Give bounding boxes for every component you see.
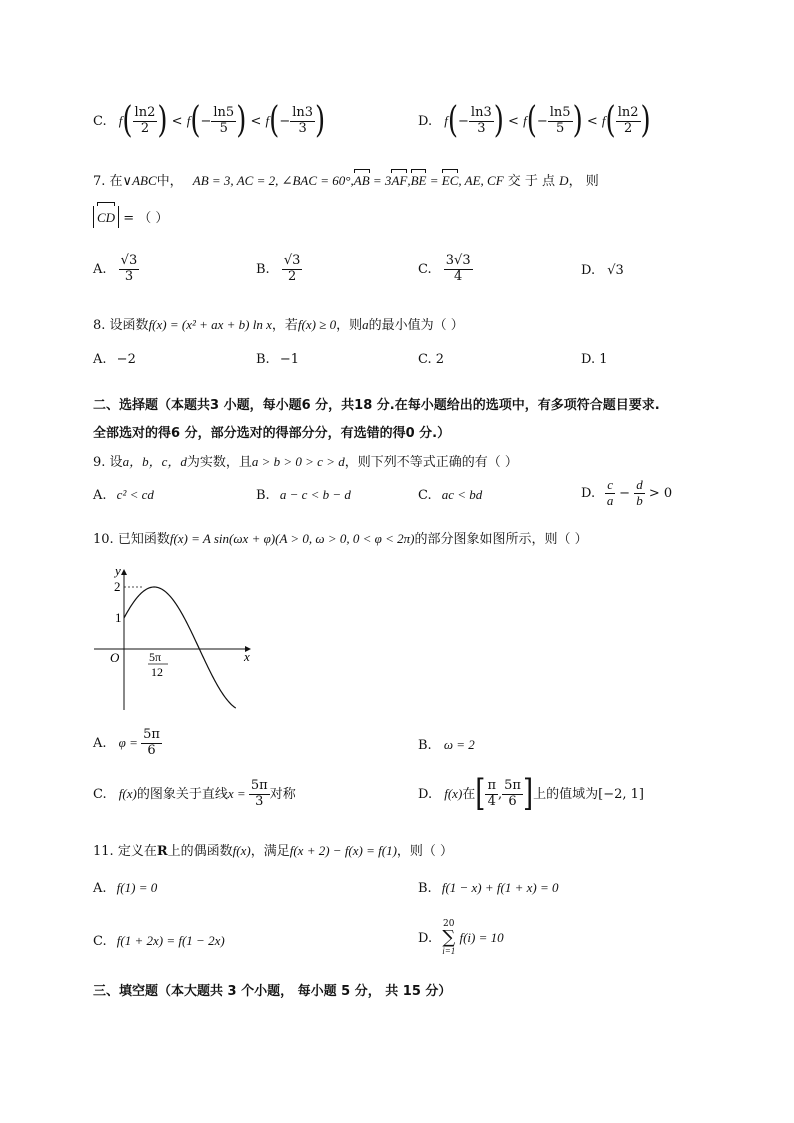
section2-heading-line2: 全部选对的得6 分，部分选对的得部分分，有选错的得0 分.） xyxy=(93,426,451,441)
sine-curve xyxy=(124,587,236,708)
option-label: C. xyxy=(93,113,107,129)
q8-option-b: B. −1 xyxy=(256,352,299,367)
q11-option-a: A. f(1) = 0 xyxy=(93,880,158,896)
q10-option-b: B. ω = 2 xyxy=(418,737,475,753)
q7-stem: 7. 在∨ABC中， AB = 3, AC = 2, ∠BAC = 60°,AB = 3AF,BE = EC, AE, CF 交 于 点 D， 则 xyxy=(93,173,599,189)
given-conditions: AB = 3, AC = 2, ∠BAC = 60°, xyxy=(192,173,354,188)
q11-option-d: D. 20 ∑ i=1 f(i) = 10 xyxy=(418,919,504,956)
q9-option-d: D. $\frac{c}{a}$ − $\frac{d}{b}$ > 0 xyxy=(581,477,673,508)
q7-option-c: C. $\frac{3√3}{4}$ xyxy=(418,253,471,284)
func-f: f xyxy=(118,112,123,128)
q8-option-a: A. −2 xyxy=(93,352,136,367)
x-axis-label: x xyxy=(244,649,250,664)
y-axis-label: y xyxy=(115,563,121,578)
x-tick-denominator: 12 xyxy=(151,665,163,679)
q6-option-c: C. f( $\frac{\ln 2}{2}$ ) < f(− $\frac{\ln 5}{5}$ ) < f(− $\frac{\ln 3}{3}$ ) xyxy=(93,100,326,143)
q7-option-b: B. $\frac{√3}{2}$ xyxy=(256,253,301,284)
q10-option-d: D. f(x)在[ $\frac{\pi}{4}$ , $\frac{5\pi}{6}$ ]上的值域为[−2, 1] xyxy=(418,773,644,816)
q11-stem: 11. 定义在R上的偶函数f(x)，满足f(x + 2) − f(x) = f(1)，则（ ） xyxy=(93,843,454,859)
x-tick-numerator: 5π xyxy=(149,650,162,664)
question-number: 7. xyxy=(93,174,106,189)
q8-stem: 8. 设函数f(x) = (x² + ax + b) ln x，若f(x) ≥ 0，则a的最小值为（ ） xyxy=(93,317,464,333)
q9-option-a: A. c² < cd xyxy=(93,487,154,503)
q10-option-a: A. φ = $\frac{5\pi}{6}$ xyxy=(93,727,160,758)
section3-heading: 三、填空题（本大题共 3 个小题， 每小题 5 分， 共 15 分） xyxy=(93,984,452,999)
fraction: $\frac{\ln 2}{2}$ xyxy=(134,105,156,136)
q8-option-c: C. 2 xyxy=(418,352,445,367)
q9-option-b: B. a − c < b − d xyxy=(256,487,351,503)
q7-option-d: D. √3 xyxy=(581,263,624,278)
y-tick-2: 2 xyxy=(114,579,121,594)
function-definition: f(x) = (x² + ax + b) ln x xyxy=(148,317,272,332)
vector-cd: CD xyxy=(97,206,115,230)
option-label: D. xyxy=(418,113,433,129)
q9-option-c: C. ac < bd xyxy=(418,487,483,503)
q7-option-a: A. $\frac{√3}{3}$ xyxy=(93,253,138,284)
sigma-symbol: ∑ xyxy=(442,927,456,948)
q7-stem-line2: CD = （ ） xyxy=(93,206,168,228)
q10-option-c: C. f(x)的图象关于直线x = $\frac{5\pi}{3}$ 对称 xyxy=(93,778,296,809)
q8-option-d: D. 1 xyxy=(581,352,608,367)
q10-stem: 10. 已知函数f(x) = A sin(ωx + φ)(A > 0, ω > 0, 0 < φ < 2π)的部分图象如图所示，则（ ） xyxy=(93,531,588,547)
origin-label: O xyxy=(110,650,120,665)
q11-option-c: C. f(1 + 2x) = f(1 − 2x) xyxy=(93,933,225,949)
q11-option-b: B. f(1 − x) + f(1 + x) = 0 xyxy=(418,880,559,896)
function-definition: f(x) = A sin(ωx + φ)(A > 0, ω > 0, 0 < φ < 2π) xyxy=(169,531,415,546)
section2-heading: 二、选择题（本题共3 小题，每小题6 分，共18 分.在每小题给出的选项中，有多项符合题目要求. xyxy=(93,398,660,413)
q9-stem: 9. 设a，b，c，d为实数，且a > b > 0 > c > d，则下列不等式正确的有（ ） xyxy=(93,454,518,470)
y-tick-1: 1 xyxy=(115,610,122,625)
q6-option-d: D. f(− $\frac{\ln 3}{3}$ ) < f(− $\frac{\ln 5}{5}$ ) < f( $\frac{\ln 2}{2}$ ) xyxy=(418,100,651,143)
sine-graph xyxy=(90,560,260,720)
